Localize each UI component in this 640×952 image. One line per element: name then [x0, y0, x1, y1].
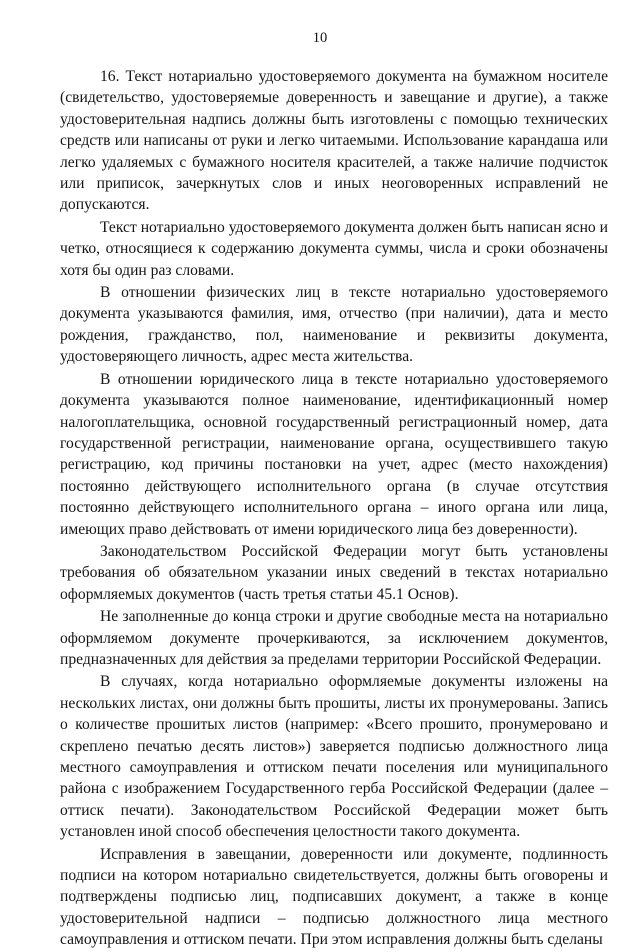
paragraph-legal-entity: В отношении юридического лица в тексте нотариально удостоверяемого документа указываются полное наименование, идентификационный номер налогоплательщика, основной государственный регистрационный номер, дата государственной регистрации, наименование органа, осуществившего такую регистрацию, код причины постановки на учет, адрес (место нахождения) постоянно действующего исполнительного органа (в случае отсутствия постоянно действующего исполнительного органа – иного органа или лица, имеющих право действовать от имени юридического лица без доверенности). — [60, 370, 608, 538]
document-body — [60, 66, 608, 952]
paragraph-text-clarity: Текст нотариально удостоверяемого документа должен быть написан ясно и четко, относящиеся к содержанию документа суммы, числа и сроки обозначены хотя бы один раз словами. — [60, 218, 608, 279]
paragraph-legislation: Законодательством Российской Федерации могут быть установлены требования об обязательном указании иных сведений в текстах нотариально оформляемых документов (часть третья статьи 45.1 Основ). — [60, 542, 608, 603]
paragraph-multiple-sheets: В случаях, когда нотариально оформляемые документы изложены на нескольких листах, они должны быть прошиты, листы их пронумерованы. Запись о количестве прошитых листов (например: «Всего прошито, пронумеровано и скреплено печатью десять листов») заверяется подписью должностного лица местного самоуправления и оттиском печати поселения или муниципального района с изображением Государственного герба Российской Федерации (далее – оттиск печати). Законодательством Российской Федерации может быть установлен иной способ обеспечения целостности такого документа. — [60, 673, 608, 841]
paragraph-item-16: 16. Текст нотариально удостоверяемого документа на бумажном носителе (свидетельство, удостоверяемые доверенность и завещание и другие), а также удостоверительная надпись должны быть изготовлены с помощью технических средств или написаны от руки и легко читаемыми. Использование карандаша или легко удаляемых с бумажного носителя красителей, а также наличие подчисток или приписок, зачеркнутых слов и иных неоговоренных исправлений не допускаются. — [60, 68, 608, 214]
paragraph-individuals: В отношении физических лиц в тексте нотариально удостоверяемого документа указываются фамилия, имя, отчество (при наличии), дата и место рождения, гражданство, пол, наименование и реквизиты документа, удостоверяющего личность, адрес места жительства. — [60, 284, 608, 366]
paragraph-blank-spaces: Не заполненные до конца строки и другие свободные места на нотариально оформляемом документе прочеркиваются, за исключением документов, предназначенных для действия за пределами территории Российской Федерации. — [60, 608, 608, 668]
page-number: 10 — [312, 30, 328, 46]
paragraph-corrections: Исправления в завещании, доверенности или документе, подлинность подписи на котором нотариально свидетельствуется, должны быть оговорены и подтверждены подписью лиц, подписавших документ, а также в конце удостоверительной надписи – подписью должностного лица местного самоуправления и оттиском печати. При этом исправления должны быть сделаны — [60, 845, 608, 949]
